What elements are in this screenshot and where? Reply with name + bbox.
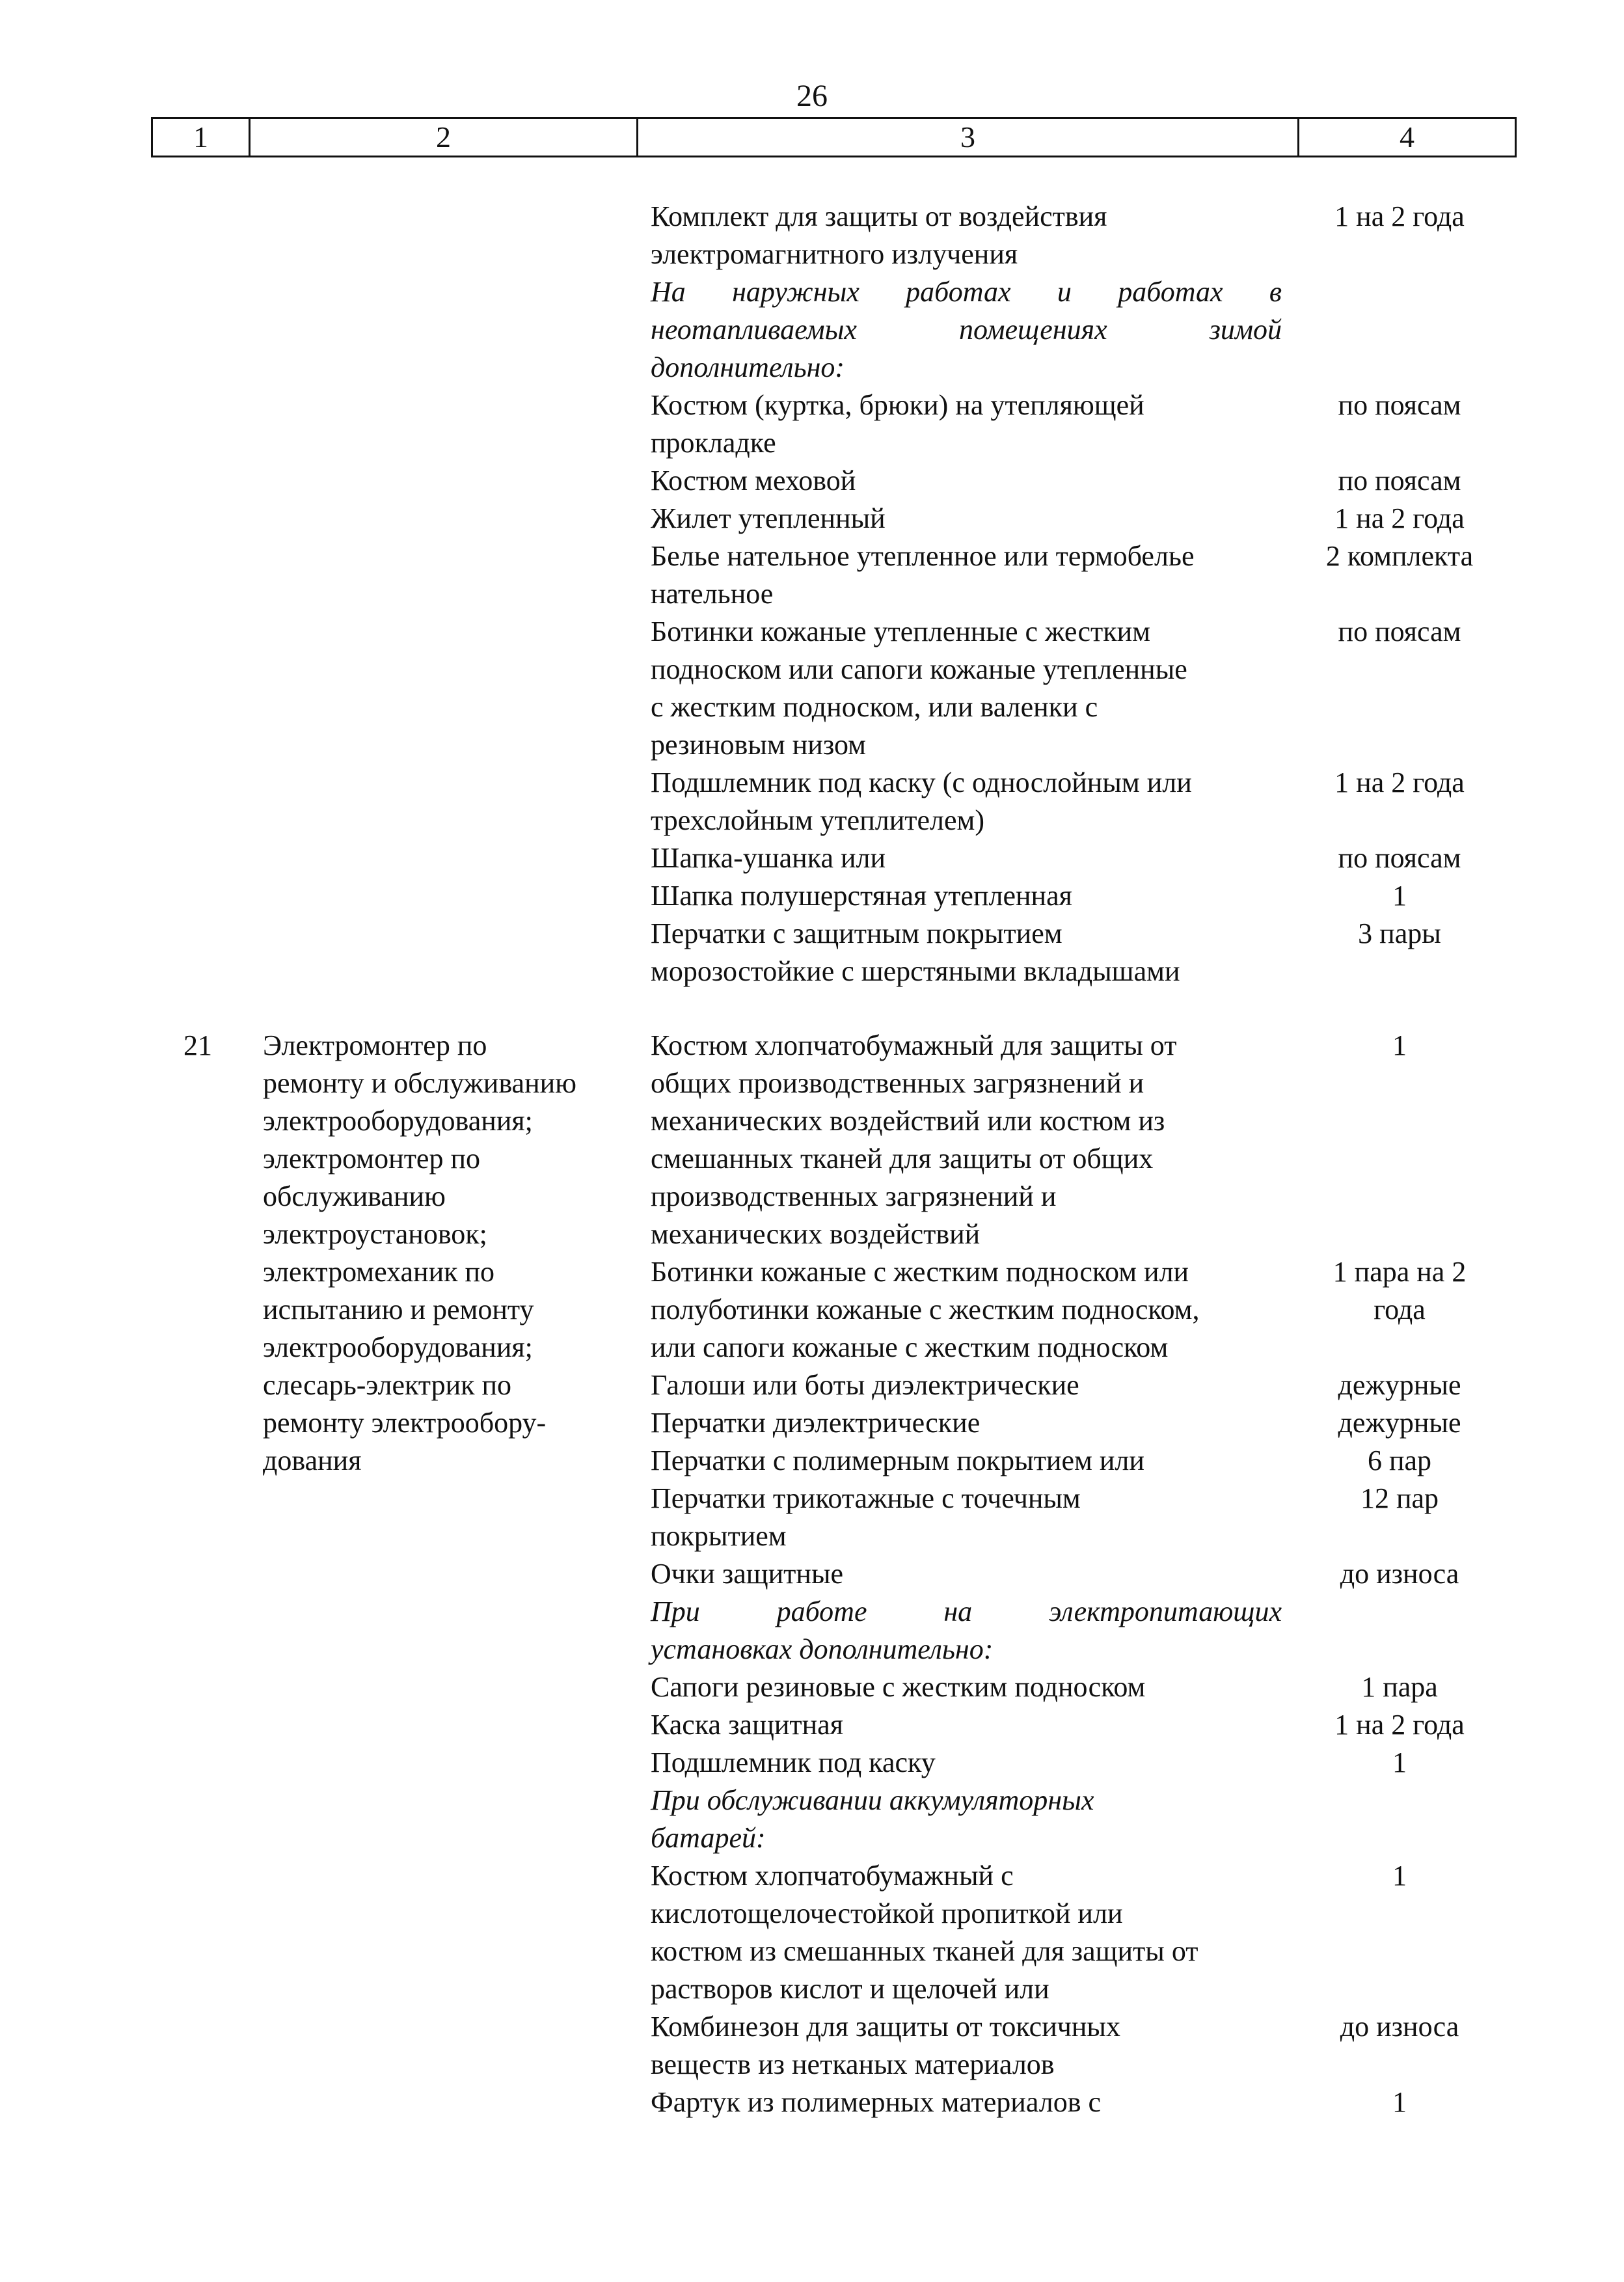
item-quantity: 1 пара на 2 bbox=[1333, 1256, 1467, 1288]
item-text: Очки защитные bbox=[651, 1558, 844, 1590]
page-number: 26 bbox=[796, 79, 828, 113]
item-text: морозостойкие с шерстяными вкладышами bbox=[651, 955, 1180, 987]
item-quantity: 1 bbox=[1392, 880, 1407, 912]
item-quantity: 2 комплекта bbox=[1325, 540, 1474, 572]
item-text: покрытием bbox=[651, 1520, 787, 1552]
item-quantity: 1 на 2 года bbox=[1334, 502, 1465, 534]
condition-text: батарей: bbox=[651, 1822, 766, 1854]
item-quantity: по поясам bbox=[1338, 465, 1461, 496]
item-text: полуботинки кожаные с жестким подноском, bbox=[651, 1294, 1200, 1325]
item-text: Костюм меховой bbox=[651, 465, 856, 496]
item-text: Ботинки кожаные утепленные с жестким bbox=[651, 616, 1151, 647]
header-col-3: 3 bbox=[638, 118, 1299, 157]
item-text: смешанных тканей для защиты от общих bbox=[651, 1143, 1154, 1175]
item-quantity: 3 пары bbox=[1358, 917, 1441, 949]
profession-text: электромонтер по bbox=[263, 1143, 480, 1175]
item-text: Жилет утепленный bbox=[651, 502, 886, 534]
item-text: Белье нательное утепленное или термобелье bbox=[651, 540, 1195, 572]
item-text: Костюм (куртка, брюки) на утепляющей bbox=[651, 389, 1144, 421]
item-text: подноском или сапоги кожаные утепленные bbox=[651, 653, 1187, 685]
item-text: прокладке bbox=[651, 427, 776, 459]
item-text: Подшлемник под каску bbox=[651, 1746, 936, 1778]
item-text: механических воздействий bbox=[651, 1218, 981, 1250]
item-text: производственных загрязнений и bbox=[651, 1180, 1057, 1212]
condition-text: На наружных работах и работах в bbox=[651, 276, 1282, 308]
item-text: Перчатки с защитным покрытием bbox=[651, 917, 1062, 949]
item-text: с жестким подноском, или валенки с bbox=[651, 691, 1098, 723]
item-quantity: 1 на 2 года bbox=[1334, 1709, 1465, 1741]
profession-text: ремонту и обслуживанию bbox=[263, 1067, 577, 1099]
item-text: Перчатки с полимерным покрытием или bbox=[651, 1445, 1144, 1476]
profession-text: электрооборудования; bbox=[263, 1331, 533, 1363]
profession-text: Электромонтер по bbox=[263, 1029, 487, 1061]
item-quantity: до износа bbox=[1340, 1558, 1459, 1590]
item-text: Перчатки трикотажные с точечным bbox=[651, 1482, 1081, 1514]
item-text: веществ из нетканых материалов bbox=[651, 2048, 1055, 2080]
item-quantity: по поясам bbox=[1338, 842, 1461, 874]
item-text: общих производственных загрязнений и bbox=[651, 1067, 1144, 1099]
item-quantity: 1 на 2 года bbox=[1334, 200, 1465, 232]
item-text: растворов кислот и щелочей или bbox=[651, 1973, 1049, 2005]
item-text: Шапка-ушанка или bbox=[651, 842, 886, 874]
condition-text: неотапливаемых помещениях зимой bbox=[651, 314, 1282, 346]
item-text: Комплект для защиты от воздействия bbox=[651, 200, 1107, 232]
profession-text: испытанию и ремонту bbox=[263, 1294, 534, 1325]
item-text: Шапка полушерстяная утепленная bbox=[651, 880, 1072, 912]
condition-text: При обслуживании аккумуляторных bbox=[651, 1784, 1094, 1816]
profession-text: электроустановок; bbox=[263, 1218, 487, 1250]
item-text: Каска защитная bbox=[651, 1709, 843, 1741]
condition-text: установках дополнительно: bbox=[651, 1633, 994, 1665]
header-col-2: 2 bbox=[250, 118, 638, 157]
column-number-header bbox=[151, 117, 1517, 157]
item-quantity: 6 пар bbox=[1367, 1445, 1432, 1476]
item-text: Галоши или боты диэлектрические bbox=[651, 1369, 1079, 1401]
profession-text: электромеханик по bbox=[263, 1256, 495, 1288]
item-text: Сапоги резиновые с жестким подноском bbox=[651, 1671, 1146, 1703]
item-quantity: 1 на 2 года bbox=[1334, 767, 1465, 798]
item-quantity: по поясам bbox=[1338, 616, 1461, 647]
item-text: Перчатки диэлектрические bbox=[651, 1407, 981, 1439]
condition-text: дополнительно: bbox=[651, 351, 845, 383]
item-quantity: года bbox=[1374, 1294, 1426, 1325]
profession-text: электрооборудования; bbox=[263, 1105, 533, 1137]
row-number: 21 bbox=[183, 1029, 212, 1061]
item-text: Фартук из полимерных материалов с bbox=[651, 2086, 1102, 2118]
profession-text: слесарь-электрик по bbox=[263, 1369, 512, 1401]
item-text: Ботинки кожаные с жестким подноском или bbox=[651, 1256, 1189, 1288]
condition-text: При работе на электропитающих bbox=[651, 1596, 1282, 1627]
item-quantity: 1 пара bbox=[1361, 1671, 1438, 1703]
item-text: нательное bbox=[651, 578, 774, 610]
item-quantity: по поясам bbox=[1338, 389, 1461, 421]
header-col-4: 4 bbox=[1299, 118, 1516, 157]
item-text: кислотощелочестойкой пропиткой или bbox=[651, 1897, 1123, 1929]
item-quantity: до износа bbox=[1340, 2011, 1459, 2043]
item-quantity: дежурные bbox=[1338, 1369, 1461, 1401]
item-text: электромагнитного излучения bbox=[651, 238, 1018, 270]
item-text: трехслойным утеплителем) bbox=[651, 804, 984, 836]
item-quantity: дежурные bbox=[1338, 1407, 1461, 1439]
item-text: Костюм хлопчатобумажный с bbox=[651, 1860, 1014, 1892]
profession-text: ремонту электрообору- bbox=[263, 1407, 547, 1439]
item-quantity: 1 bbox=[1392, 1860, 1407, 1892]
item-quantity: 12 пар bbox=[1360, 1482, 1439, 1514]
item-quantity: 1 bbox=[1392, 2086, 1407, 2118]
item-text: или сапоги кожаные с жестким подноском bbox=[651, 1331, 1169, 1363]
item-quantity: 1 bbox=[1392, 1746, 1407, 1778]
item-text: костюм из смешанных тканей для защиты от bbox=[651, 1935, 1198, 1967]
item-text: резиновым низом bbox=[651, 729, 866, 761]
item-text: механических воздействий или костюм из bbox=[651, 1105, 1165, 1137]
item-quantity: 1 bbox=[1392, 1029, 1407, 1061]
item-text: Подшлемник под каску (с однослойным или bbox=[651, 767, 1192, 798]
item-text: Костюм хлопчатобумажный для защиты от bbox=[651, 1029, 1177, 1061]
profession-text: обслуживанию bbox=[263, 1180, 446, 1212]
header-col-1: 1 bbox=[152, 118, 250, 157]
item-text: Комбинезон для защиты от токсичных bbox=[651, 2011, 1120, 2043]
profession-text: дования bbox=[263, 1445, 362, 1476]
